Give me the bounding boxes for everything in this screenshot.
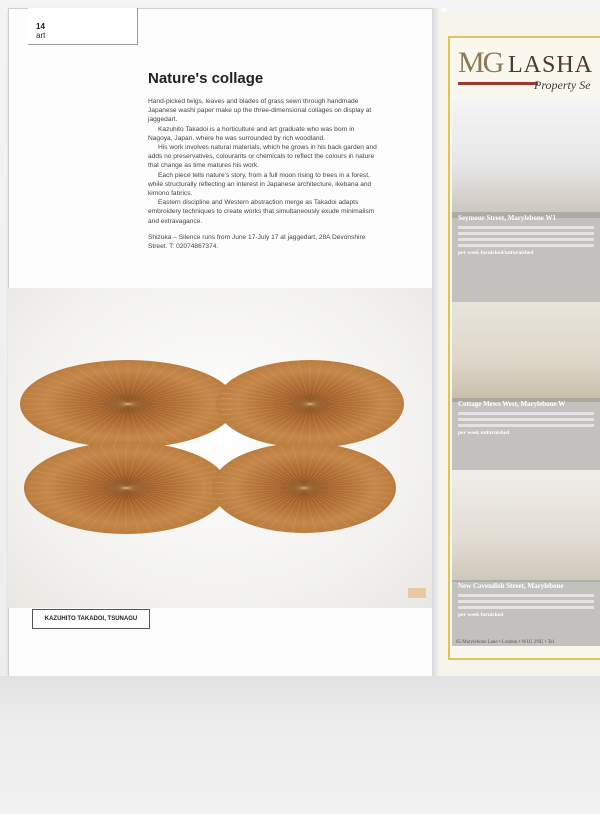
- listing-title: New Cavendish Street, Marylebone: [458, 582, 564, 590]
- article-body: [148, 97, 380, 251]
- property-photo: [452, 470, 600, 582]
- artwork-caption: KAZUHITO TAKADOI, TSUNAGU: [32, 609, 150, 629]
- article-paragraph: Each piece tells nature's story, from a full moon rising to trees in a forest, while structurally reflecting an interest in Japanese architecture, ikebana and kimono fabrics.: [148, 171, 372, 198]
- listing-title: Cottage Mews West, Marylebone W: [458, 400, 566, 408]
- article: [148, 70, 380, 251]
- artwork-photo: [8, 288, 432, 608]
- property-listing: [452, 398, 600, 470]
- advert-footer: 65 Marylebone Lane • London • W1U 2NU • Tel: [456, 640, 554, 645]
- scanner-bed: [0, 676, 600, 814]
- listing-title: Seymour Street, Marylebone W1: [458, 214, 556, 222]
- advert-logo-name: LASHA: [508, 52, 594, 78]
- article-title: Nature's collage: [148, 70, 264, 87]
- property-photo: [452, 302, 600, 402]
- property-listing: [452, 580, 600, 646]
- listing-price: per week unfurnished: [458, 430, 510, 436]
- property-photo: [452, 98, 600, 218]
- listing-price: per week furnished: [458, 612, 504, 618]
- article-paragraph: Eastern discipline and Western abstraction merge as Takadoi adapts embroidery techniques to create works that simultaneously exude minimalism and extravagance.: [148, 199, 375, 225]
- article-paragraph: Hand-picked twigs, leaves and blades of grass sewn through handmade Japanese washi paper make up the three-dimensional collages on display at jaggedart.: [148, 98, 372, 124]
- article-paragraph: His work involves natural materials, which he grows in his back garden and adds no preservatives, colourants or chemicals to reflect the colours in nature that change as time matures his work.: [148, 144, 377, 170]
- page-number: 14: [36, 22, 45, 31]
- exhibition-info: Shizuka – Silence runs from June 17-July 17 at jaggedart, 28A Devonshire Street. T: 02074867374.: [148, 233, 366, 251]
- page-section: art: [36, 31, 46, 40]
- straw-collage-image: [8, 288, 432, 608]
- article-paragraph: Kazuhito Takadoi is a horticulture and art graduate who was born in Nagoya, Japan, where he was surrounded by rich woodland.: [148, 125, 355, 142]
- straw-ovals: [20, 360, 404, 534]
- listing-price: per week furnished/unfurnished: [458, 250, 534, 256]
- advert-logo-mg: MG: [458, 46, 503, 79]
- advert-logo-subtitle: Property Se: [534, 78, 591, 92]
- artist-stamp: [408, 588, 426, 598]
- property-listing: [452, 212, 600, 302]
- advert-logo-rule: [458, 82, 538, 85]
